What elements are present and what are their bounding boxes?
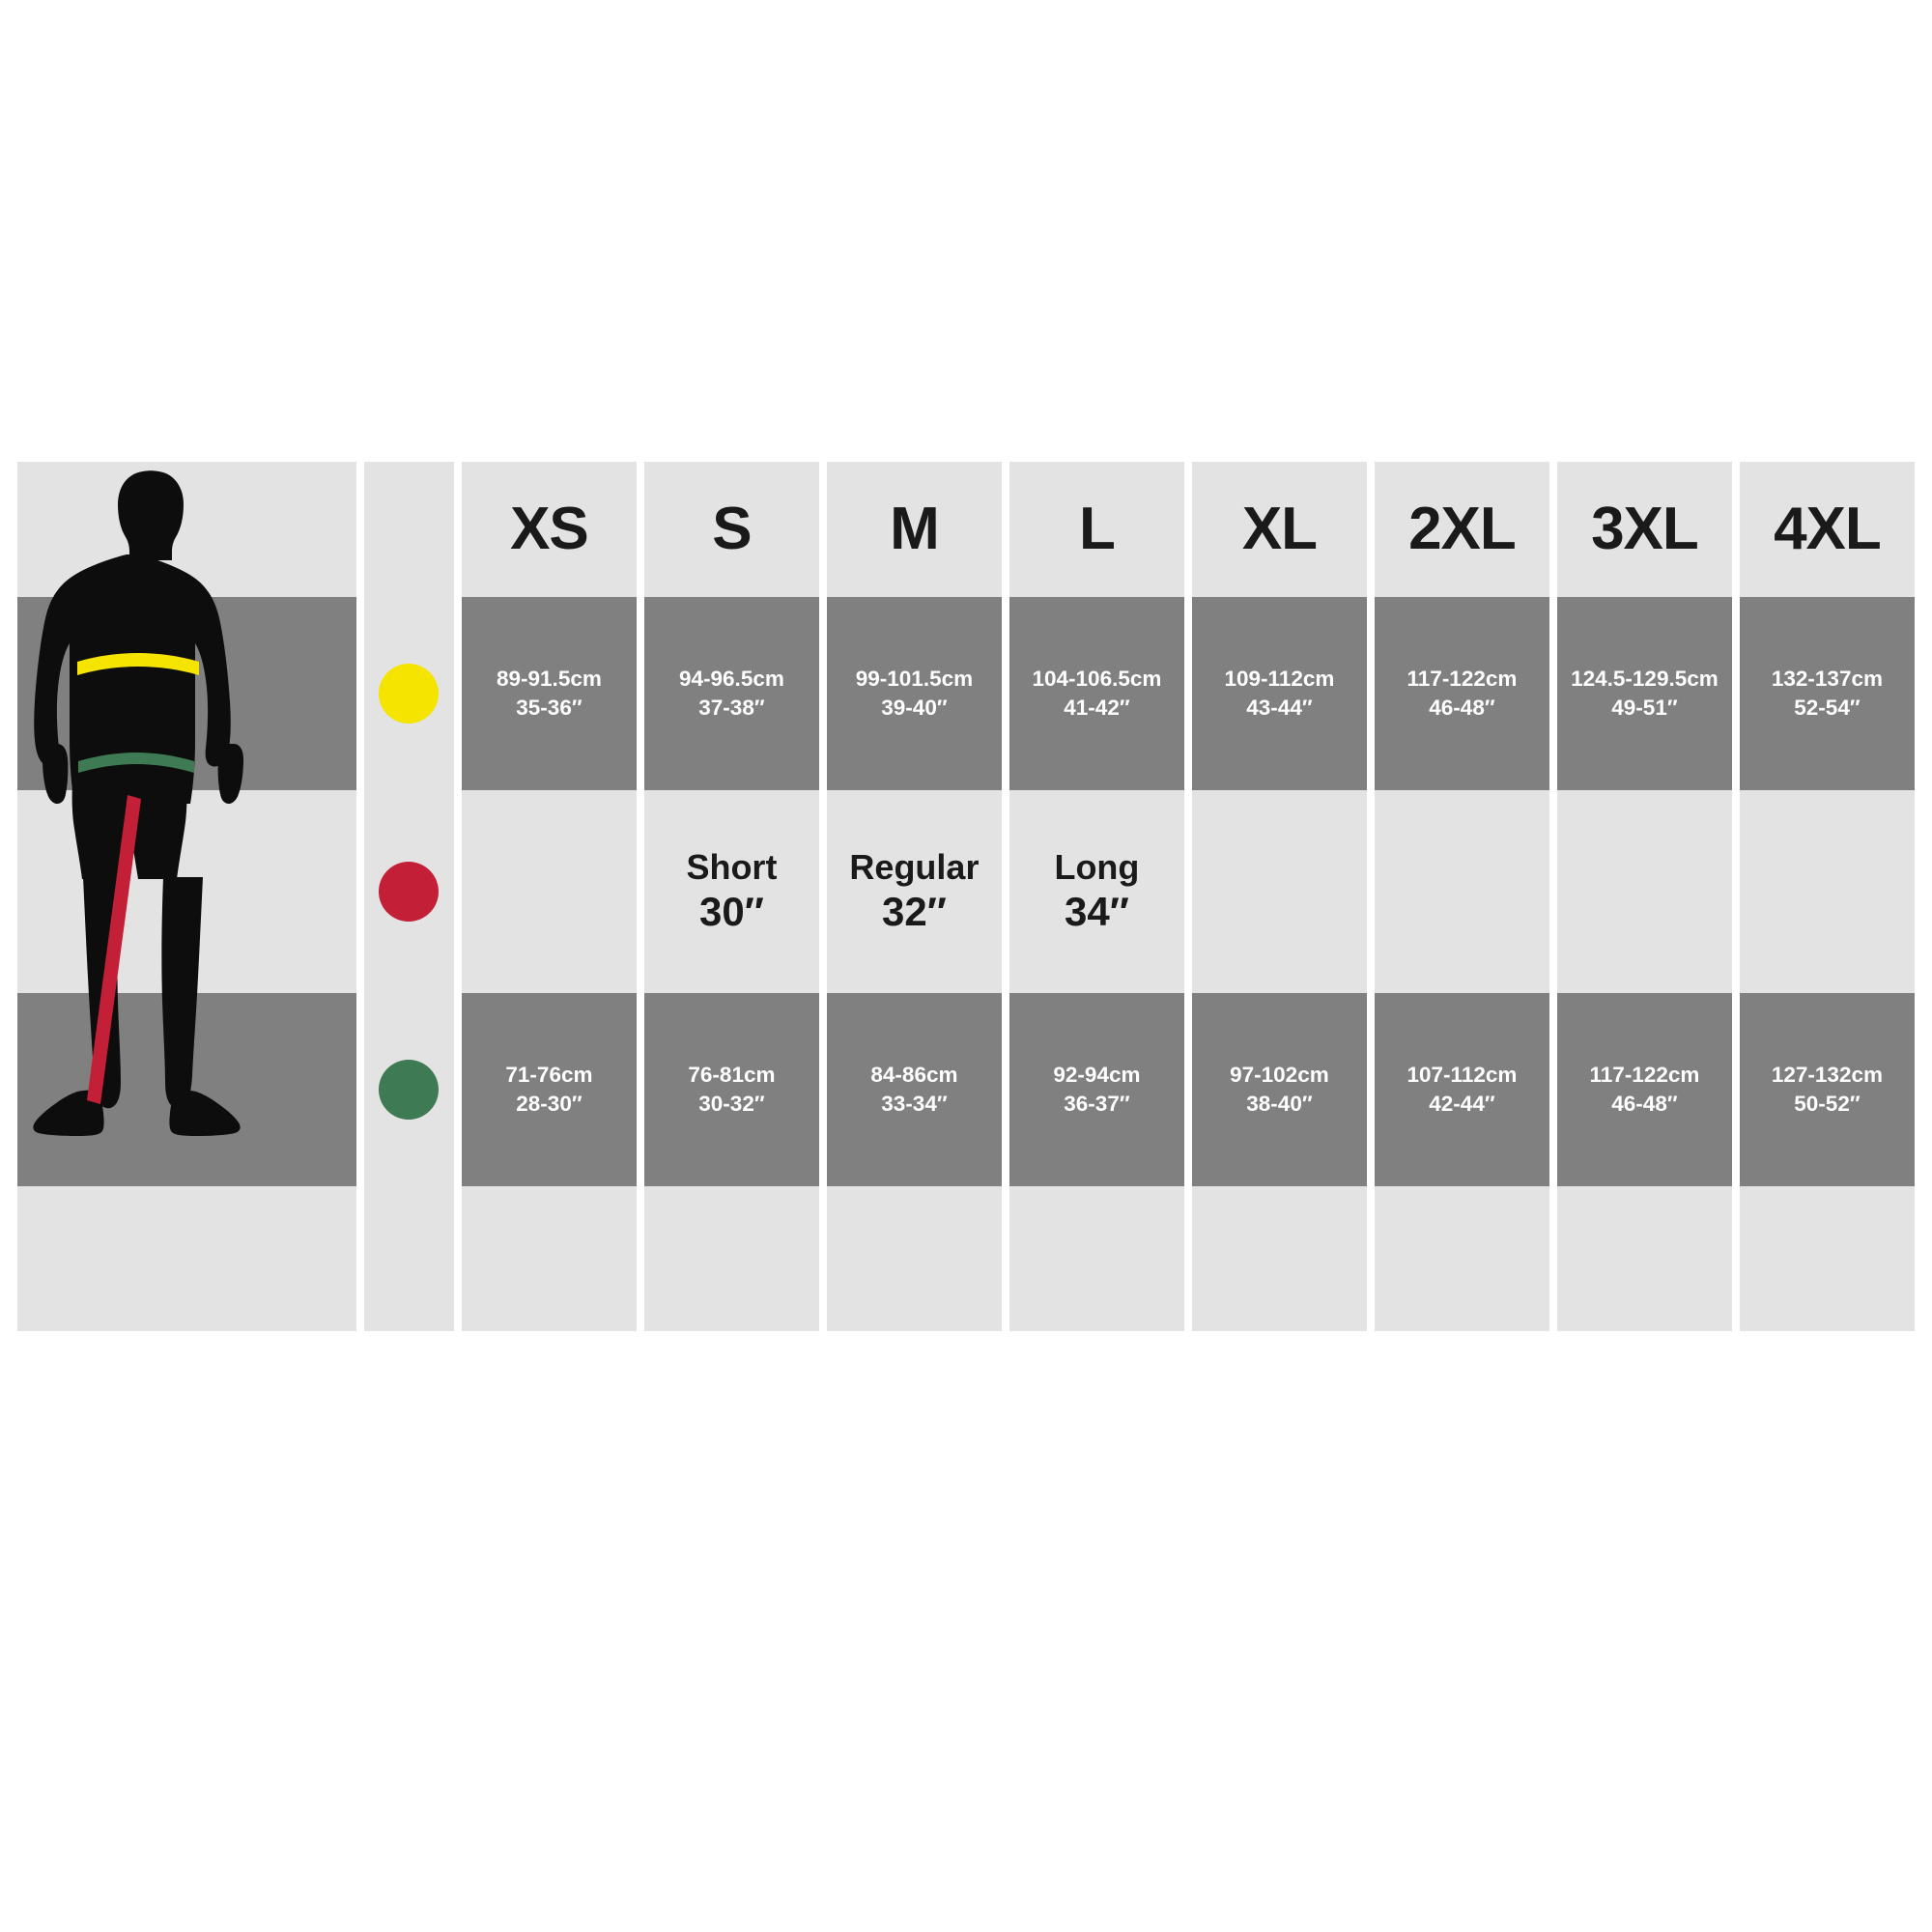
value-cm: 71-76cm: [505, 1062, 593, 1087]
header-gap-8: [1549, 462, 1557, 597]
inseam-l: [1009, 790, 1184, 993]
inseam-num: 32″: [882, 889, 947, 935]
size-label: 3XL: [1591, 496, 1698, 562]
inseam-gap-9: [1732, 790, 1740, 993]
inseam-word: Long: [1054, 847, 1140, 888]
waist-s: [644, 993, 819, 1186]
inseam-xs: [462, 790, 637, 993]
value-in: 49-51″: [1611, 696, 1678, 720]
footer-gap-4: [819, 1186, 827, 1331]
inseam-4xl: [1740, 790, 1915, 993]
waist-gap-2: [454, 993, 462, 1186]
waist-gap-5: [1002, 993, 1009, 1186]
chest-gap-1: [356, 597, 364, 790]
inseam-figure-cell: [17, 790, 356, 993]
size-label: 4XL: [1774, 496, 1881, 562]
inseam-word: Regular: [849, 847, 980, 888]
chest-gap-6: [1184, 597, 1192, 790]
waist-gap-3: [637, 993, 644, 1186]
footer-gap-5: [1002, 1186, 1009, 1331]
header-gap-1: [356, 462, 364, 597]
value-cm: 84-86cm: [870, 1062, 958, 1087]
header-gap-6: [1184, 462, 1192, 597]
value-cm: 99-101.5cm: [855, 666, 974, 691]
inseam-2xl: [1375, 790, 1549, 993]
inseam-gap-7: [1367, 790, 1375, 993]
inseam-xl: [1192, 790, 1367, 993]
footer-xl: [1192, 1186, 1367, 1331]
header-size-xl: [1192, 462, 1367, 597]
table-row-chest: [17, 597, 1915, 790]
inseam-num: 30″: [699, 889, 764, 935]
chest-gap-9: [1732, 597, 1740, 790]
waist-gap-8: [1549, 993, 1557, 1186]
footer-xs: [462, 1186, 637, 1331]
value-in: 33-34″: [881, 1092, 948, 1116]
chest-s: [644, 597, 819, 790]
inseam-3xl: [1557, 790, 1732, 993]
chest-xs: [462, 597, 637, 790]
green-dot-icon: [379, 1060, 439, 1120]
inseam-gap-4: [819, 790, 827, 993]
value-in: 35-36″: [516, 696, 582, 720]
value-in: 39-40″: [881, 696, 948, 720]
waist-xs: [462, 993, 637, 1186]
value-cm: 94-96.5cm: [679, 666, 784, 691]
footer-4xl: [1740, 1186, 1915, 1331]
chest-l: [1009, 597, 1184, 790]
value-in: 42-44″: [1429, 1092, 1495, 1116]
header-size-4xl: [1740, 462, 1915, 597]
size-label: M: [890, 496, 939, 562]
inseam-m: [827, 790, 1002, 993]
inseam-word: Short: [686, 847, 778, 888]
value-in: 30-32″: [698, 1092, 765, 1116]
chest-gap-2: [454, 597, 462, 790]
inseam-num: 34″: [1065, 889, 1129, 935]
waist-figure-cell: [17, 993, 356, 1186]
size-label: 2XL: [1408, 496, 1516, 562]
footer-gap-9: [1732, 1186, 1740, 1331]
header-gap-7: [1367, 462, 1375, 597]
yellow-dot-icon: [379, 664, 439, 724]
footer-s: [644, 1186, 819, 1331]
footer-gap-8: [1549, 1186, 1557, 1331]
header-gap-9: [1732, 462, 1740, 597]
header-size-2xl: [1375, 462, 1549, 597]
header-size-l: [1009, 462, 1184, 597]
value-cm: 132-137cm: [1771, 666, 1883, 691]
chest-3xl: [1557, 597, 1732, 790]
chest-gap-8: [1549, 597, 1557, 790]
inseam-gap-6: [1184, 790, 1192, 993]
table-row-waist: [17, 993, 1915, 1186]
waist-4xl: [1740, 993, 1915, 1186]
table-footer-row: [17, 1186, 1915, 1331]
footer-3xl: [1557, 1186, 1732, 1331]
value-in: 52-54″: [1794, 696, 1861, 720]
footer-gap-3: [637, 1186, 644, 1331]
chest-gap-3: [637, 597, 644, 790]
header-size-s: [644, 462, 819, 597]
value-cm: 117-122cm: [1406, 666, 1518, 691]
waist-2xl: [1375, 993, 1549, 1186]
footer-marker-cell: [364, 1186, 455, 1331]
inseam-gap-8: [1549, 790, 1557, 993]
header-size-m: [827, 462, 1002, 597]
value-in: 36-37″: [1064, 1092, 1130, 1116]
value-cm: 117-122cm: [1589, 1062, 1700, 1087]
chest-gap-7: [1367, 597, 1375, 790]
inseam-s: [644, 790, 819, 993]
value-cm: 92-94cm: [1053, 1062, 1141, 1087]
chest-figure-cell: [17, 597, 356, 790]
header-marker-cell: [364, 462, 455, 597]
red-dot-icon: [379, 862, 439, 922]
waist-gap-4: [819, 993, 827, 1186]
size-table: [17, 462, 1915, 1331]
value-cm: 89-91.5cm: [497, 666, 602, 691]
value-cm: 127-132cm: [1771, 1062, 1883, 1087]
waist-gap-7: [1367, 993, 1375, 1186]
chest-gap-5: [1002, 597, 1009, 790]
size-label: S: [712, 496, 752, 562]
waist-xl: [1192, 993, 1367, 1186]
waist-l: [1009, 993, 1184, 1186]
value-cm: 104-106.5cm: [1032, 666, 1162, 691]
footer-gap-7: [1367, 1186, 1375, 1331]
inseam-gap-5: [1002, 790, 1009, 993]
header-size-3xl: [1557, 462, 1732, 597]
value-cm: 76-81cm: [688, 1062, 776, 1087]
table-row-inseam: [17, 790, 1915, 993]
value-cm: 109-112cm: [1224, 666, 1335, 691]
waist-m: [827, 993, 1002, 1186]
footer-figure-cell: [17, 1186, 356, 1331]
waist-gap-9: [1732, 993, 1740, 1186]
waist-marker-cell: [364, 993, 455, 1186]
footer-m: [827, 1186, 1002, 1331]
table-header-row: [17, 462, 1915, 597]
chest-m: [827, 597, 1002, 790]
value-in: 41-42″: [1064, 696, 1130, 720]
chest-4xl: [1740, 597, 1915, 790]
header-figure-cell: [17, 462, 356, 597]
footer-l: [1009, 1186, 1184, 1331]
value-in: 28-30″: [516, 1092, 582, 1116]
inseam-gap-2: [454, 790, 462, 993]
waist-gap-6: [1184, 993, 1192, 1186]
header-gap-4: [819, 462, 827, 597]
size-label: XS: [510, 496, 588, 562]
value-cm: 97-102cm: [1230, 1062, 1329, 1087]
value-in: 43-44″: [1246, 696, 1313, 720]
size-label: L: [1079, 496, 1115, 562]
size-label: XL: [1241, 496, 1318, 562]
value-in: 46-48″: [1429, 696, 1495, 720]
chest-2xl: [1375, 597, 1549, 790]
value-in: 50-52″: [1794, 1092, 1861, 1116]
waist-gap-1: [356, 993, 364, 1186]
value-in: 37-38″: [698, 696, 765, 720]
inseam-marker-cell: [364, 790, 455, 993]
value-cm: 107-112cm: [1406, 1062, 1518, 1087]
header-gap-2: [454, 462, 462, 597]
header-gap-5: [1002, 462, 1009, 597]
chest-gap-4: [819, 597, 827, 790]
footer-2xl: [1375, 1186, 1549, 1331]
footer-gap-1: [356, 1186, 364, 1331]
value-in: 38-40″: [1246, 1092, 1313, 1116]
footer-gap-2: [454, 1186, 462, 1331]
waist-3xl: [1557, 993, 1732, 1186]
inseam-gap-1: [356, 790, 364, 993]
chest-marker-cell: [364, 597, 455, 790]
header-size-xs: [462, 462, 637, 597]
footer-gap-6: [1184, 1186, 1192, 1331]
value-cm: 124.5-129.5cm: [1571, 666, 1719, 691]
header-gap-3: [637, 462, 644, 597]
value-in: 46-48″: [1611, 1092, 1678, 1116]
inseam-gap-3: [637, 790, 644, 993]
chest-xl: [1192, 597, 1367, 790]
